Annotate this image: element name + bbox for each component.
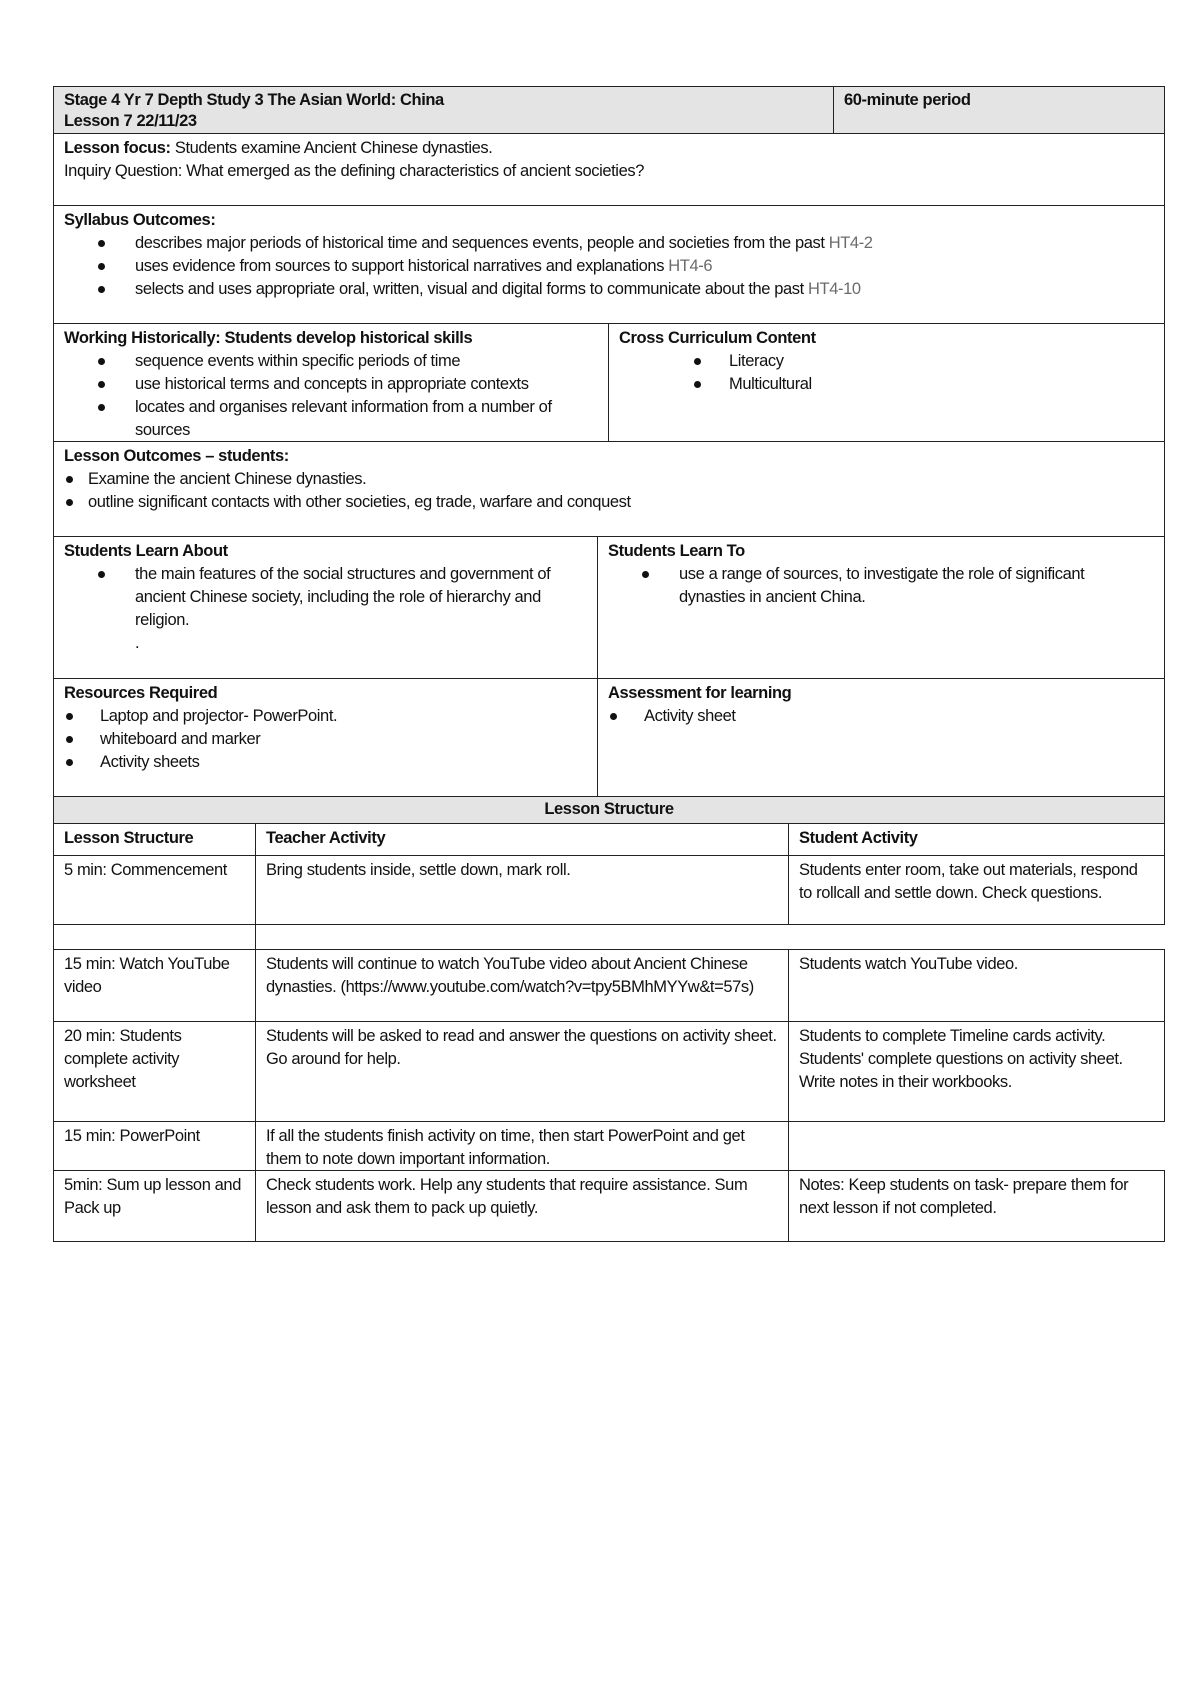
working-heading: Working Historically: Students develop historical skills	[64, 329, 473, 347]
learn-about-cell	[53, 536, 598, 679]
list-item: outline significant contacts with other societies, eg trade, warfare and conquest	[64, 491, 1154, 514]
list-item: describes major periods of historical time and sequences events, people and societies from the past HT4-2	[64, 232, 1154, 255]
lesson-title: Stage 4 Yr 7 Depth Study 3 The Asian World: China	[64, 91, 444, 109]
list-item: uses evidence from sources to support historical narratives and explanations HT4-6	[64, 255, 1154, 278]
cross-curriculum-cell	[608, 323, 1165, 442]
syllabus-outcomes-cell	[53, 205, 1165, 324]
outcome-code: HT4-6	[668, 257, 713, 275]
table-row-student: Students to complete Timeline cards activity. Students' complete questions on activity sheet. Write notes in their workbooks.	[788, 1021, 1165, 1122]
list-item: use historical terms and concepts in appropriate contexts	[64, 373, 598, 396]
lesson-outcomes-list	[64, 468, 1154, 514]
col-header-structure: Lesson Structure	[53, 823, 256, 856]
outcome-code: HT4-10	[808, 280, 861, 298]
period-cell	[833, 86, 1165, 134]
learn-about-list	[64, 563, 587, 632]
list-item: selects and uses appropriate oral, written, visual and digital forms to communicate about the past HT4-10	[64, 278, 1154, 301]
cross-heading: Cross Curriculum Content	[619, 329, 816, 347]
list-item: locates and organises relevant information from a number of sources	[64, 396, 598, 442]
lesson-outcomes-cell	[53, 441, 1165, 537]
list-item: sequence events within specific periods of time	[64, 350, 598, 373]
list-item: use a range of sources, to investigate the role of significant dynasties in ancient China.	[608, 563, 1154, 609]
table-row-teacher: If all the students finish activity on time, then start PowerPoint and get them to note down important information.	[255, 1121, 789, 1171]
inquiry-question: Inquiry Question: What emerged as the defining characteristics of ancient societies?	[64, 162, 644, 180]
table-row-teacher: Students will continue to watch YouTube video about Ancient Chinese dynasties. (https://www.youtube.com/watch?v=tpy5BMhMYYw&t=57s)	[255, 949, 789, 1022]
lesson-focus-text: Students examine Ancient Chinese dynasties.	[170, 139, 493, 157]
list-item: whiteboard and marker	[64, 728, 587, 751]
table-row-time: 5min: Sum up lesson and Pack up	[53, 1170, 256, 1242]
list-item: the main features of the social structures and government of ancient Chinese society, including the role of hierarchy and religion.	[64, 563, 587, 632]
learn-to-list	[608, 563, 1154, 609]
learn-about-trailing: .	[135, 634, 140, 652]
assessment-list	[608, 705, 1154, 728]
lesson-outcomes-heading: Lesson Outcomes – students:	[64, 447, 289, 465]
col-header-teacher: Teacher Activity	[255, 823, 789, 856]
learn-to-heading: Students Learn To	[608, 542, 745, 560]
lesson-focus-label: Lesson focus:	[64, 139, 171, 157]
resources-heading: Resources Required	[64, 684, 218, 702]
col-header-student: Student Activity	[788, 823, 1165, 856]
resources-list	[64, 705, 587, 774]
resources-cell	[53, 678, 598, 797]
lesson-focus-cell	[53, 133, 1165, 206]
table-row-student	[788, 1121, 1165, 1171]
table-row-student: Students enter room, take out materials, respond to rollcall and settle down. Check questions.	[788, 855, 1165, 925]
table-row-teacher: Check students work. Help any students that require assistance. Sum lesson and ask them to pack up quietly.	[255, 1170, 789, 1242]
lesson-focus	[64, 137, 1154, 160]
spacer-row-left	[53, 924, 256, 950]
period-label: 60-minute period	[844, 91, 971, 109]
table-row-time: 5 min: Commencement	[53, 855, 256, 925]
learn-to-cell	[597, 536, 1165, 679]
table-row-teacher: Students will be asked to read and answer the questions on activity sheet. Go around for help.	[255, 1021, 789, 1122]
working-historically-cell	[53, 323, 609, 442]
list-item: Activity sheet	[608, 705, 1154, 728]
table-row-teacher: Bring students inside, settle down, mark roll.	[255, 855, 789, 925]
list-item: Activity sheets	[64, 751, 587, 774]
assessment-cell	[597, 678, 1165, 797]
list-item: Laptop and projector- PowerPoint.	[64, 705, 587, 728]
table-row-student: Students watch YouTube video.	[788, 949, 1165, 1022]
table-row-time: 20 min: Students complete activity worksheet	[53, 1021, 256, 1122]
list-item: Literacy	[619, 350, 1154, 373]
table-row-time: 15 min: PowerPoint	[53, 1121, 256, 1171]
syllabus-list	[64, 232, 1154, 301]
outcome-code: HT4-2	[828, 234, 873, 252]
banner-label: Lesson Structure	[544, 800, 674, 818]
header-title-cell	[53, 86, 834, 134]
learn-about-heading: Students Learn About	[64, 542, 228, 560]
assessment-heading: Assessment for learning	[608, 684, 792, 702]
syllabus-heading: Syllabus Outcomes:	[64, 211, 216, 229]
lesson-number-date: Lesson 7 22/11/23	[64, 112, 197, 130]
working-list	[64, 350, 598, 442]
cross-list	[619, 350, 1154, 396]
table-row-time: 15 min: Watch YouTube video	[53, 949, 256, 1022]
lesson-structure-banner	[53, 796, 1165, 824]
table-row-student: Notes: Keep students on task- prepare them for next lesson if not completed.	[788, 1170, 1165, 1242]
list-item: Multicultural	[619, 373, 1154, 396]
spacer-row-right	[255, 924, 1165, 950]
list-item: Examine the ancient Chinese dynasties.	[64, 468, 1154, 491]
